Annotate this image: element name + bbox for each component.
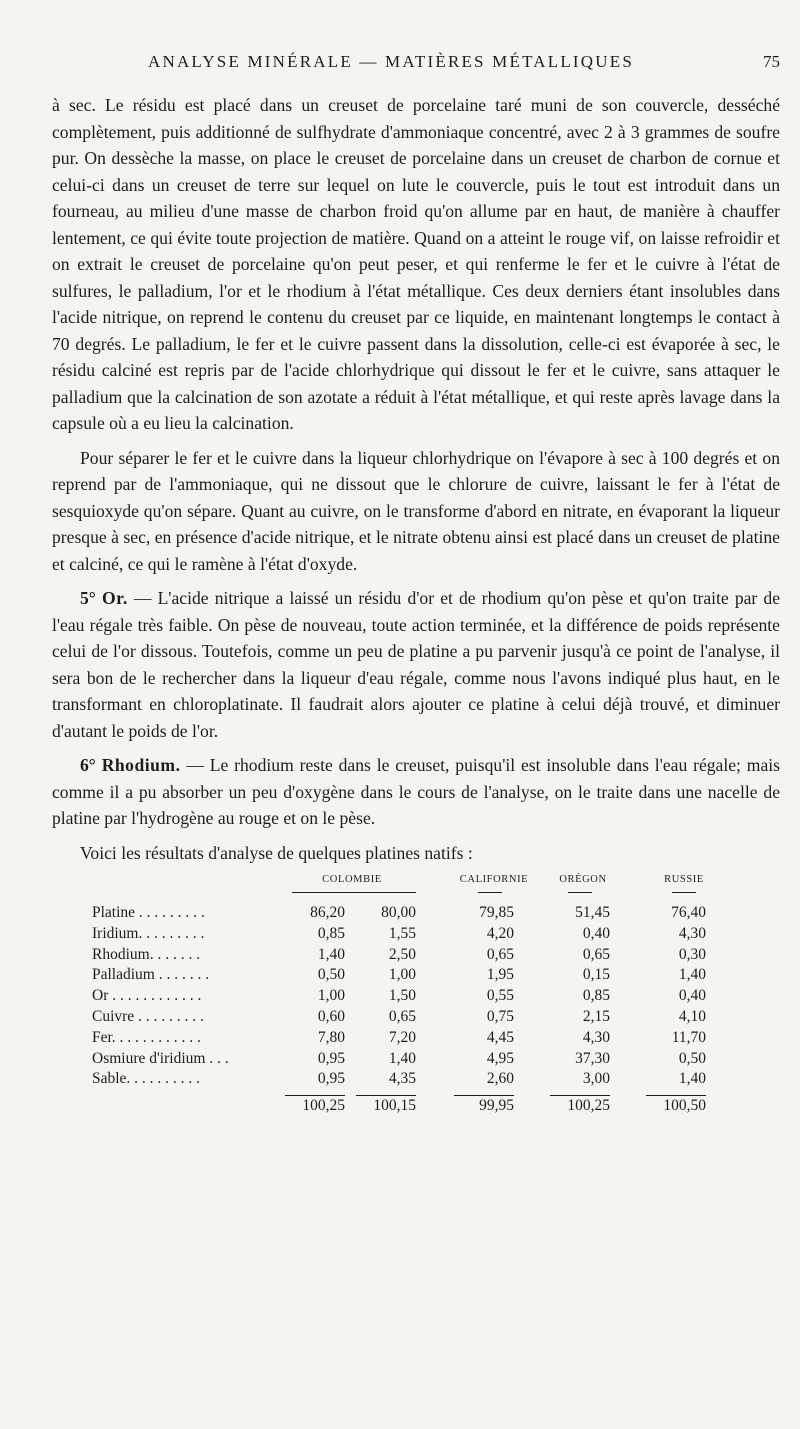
table-cell: 1,95	[486, 966, 514, 984]
section-text-or: — L'acide nitrique a laissé un résidu d'or et de rhodium qu'on pèse et qu'on traite par de l'eau régale très faible. On pèse de nouveau, toute action terminée, et la différence de poids représente celui de l'or dissous. Toutefois, comme un peu de platine a pu parvenir jusqu'à ce point de l'analyse, il sera bon de le rechercher dans la liqueur d'eau régale, comme nous l'avons indiqué plus haut, en le transformant en chloroplatinate. Il faudrait alors ajouter ce platine à celui déjà trouvé, et diminuer d'autant le poids de l'or.	[52, 588, 781, 741]
table-cell: 0,50	[678, 1049, 706, 1067]
table-row-label: Or . . . . . . . . . . . .	[92, 987, 202, 1005]
total-rule	[646, 1095, 706, 1096]
table-cell: 0,85	[317, 924, 345, 942]
section-text-rhodium: — Le rhodium reste dans le creuset, puisqu'il est insoluble dans l'eau régale; mais comme il a pu absorber un peu d'oxygène dans le cours de l'analyse, on le traite dans une nacelle de platine par l'hydrogène au rouge et on le pèse.	[52, 755, 781, 828]
header-rule-californie	[478, 892, 502, 893]
header-rule-russie	[672, 892, 696, 893]
table-cell: 76,40	[671, 904, 706, 921]
paragraph-or	[52, 585, 780, 744]
table-cell: 86,20	[310, 904, 345, 921]
table-cell: 3,00	[582, 1070, 610, 1088]
table-cell: 1,40	[678, 966, 706, 984]
table-total: 100,25	[302, 1097, 345, 1115]
body-text	[52, 92, 780, 866]
section-title-rhodium: Rhodium.	[101, 755, 181, 775]
table-cell: 0,50	[317, 966, 345, 984]
table-cell: 79,85	[479, 904, 514, 921]
section-number-or: 5°	[80, 588, 96, 608]
table-row-label: Osmiure d'iridium . . .	[92, 1049, 229, 1067]
header-oregon: ORÉGON	[559, 874, 607, 885]
table-row-label: Rhodium. . . . . . .	[92, 945, 201, 963]
table-cell: 0,15	[582, 966, 610, 984]
running-header	[52, 52, 780, 78]
total-rule	[550, 1095, 610, 1096]
paragraph-rhodium	[52, 752, 780, 832]
page-number: 75	[763, 52, 780, 71]
table-cell: 1,00	[317, 987, 345, 1005]
table-row-label: Palladium . . . . . . .	[92, 966, 210, 984]
table-row-label: Sable. . . . . . . . . .	[92, 1070, 201, 1088]
header-californie: CALIFORNIE	[459, 874, 529, 885]
table-cell: 0,65	[388, 1008, 416, 1025]
running-title: ANALYSE MINÉRALE — MATIÈRES MÉTALLIQUES	[148, 52, 634, 71]
table-cell: 4,45	[486, 1028, 514, 1046]
table-cell: 0,95	[317, 1070, 345, 1088]
table-cell: 4,10	[678, 1008, 706, 1025]
table-cell: 7,20	[388, 1028, 416, 1046]
header-russie: RUSSIE	[664, 874, 704, 885]
table-cell: 0,75	[486, 1008, 514, 1025]
table-row-label: Platine . . . . . . . . .	[92, 904, 205, 921]
table-total: 99,95	[479, 1097, 514, 1115]
table-cell: 0,40	[678, 987, 706, 1005]
table-cell: 0,60	[317, 1008, 345, 1025]
table-cell: 4,30	[582, 1028, 610, 1046]
table-cell: 4,30	[678, 924, 706, 942]
analysis-table	[52, 874, 780, 1134]
table-cell: 0,65	[582, 945, 610, 963]
table-total: 100,25	[567, 1097, 610, 1115]
table-cell: 4,35	[388, 1070, 416, 1088]
total-rule	[285, 1095, 345, 1096]
table-cell: 11,70	[671, 1028, 706, 1046]
table-cell: 0,95	[317, 1049, 345, 1067]
table-row-label: Fer. . . . . . . . . . . .	[92, 1028, 201, 1046]
table-total: 100,50	[663, 1097, 706, 1115]
table-cell: 4,20	[486, 924, 514, 942]
paragraph-2: Pour séparer le fer et le cuivre dans la liqueur chlorhydrique on l'évapore à sec à 100 degrés et on reprend par de l'ammoniaque, qui ne dissout que le chlorure de cuivre, laissant le fer à l'état de sesquioxyde qu'on sépare. Quant au cuivre, on le transforme d'abord en nitrate, en évaporant la liqueur presque à sec, en présence d'acide nitrique, et le nitrate obtenu ainsi est placé dans un creuset de platine et calciné, ce qui le ramène à l'état d'oxyde.	[52, 447, 780, 574]
table-cell: 0,30	[678, 945, 706, 963]
header-rule-colombie	[292, 892, 416, 893]
table-cell: 4,95	[486, 1049, 514, 1067]
table-cell: 1,50	[388, 987, 416, 1005]
table-cell: 1,40	[678, 1070, 706, 1088]
table-cell: 7,80	[317, 1028, 345, 1046]
table-cell: 2,15	[582, 1008, 610, 1025]
table-row-label: Iridium. . . . . . . . .	[92, 924, 205, 942]
section-number-rhodium: 6°	[80, 755, 96, 775]
table-cell: 80,00	[381, 904, 416, 921]
table-cell: 1,55	[388, 924, 416, 942]
table-total: 100,15	[373, 1097, 416, 1115]
table-cell: 0,55	[486, 987, 514, 1005]
table-cell: 37,30	[575, 1049, 610, 1067]
total-rule	[356, 1095, 416, 1096]
table-cell: 2,60	[486, 1070, 514, 1088]
table-cell: 1,40	[317, 945, 345, 963]
table-row-label: Cuivre . . . . . . . . .	[92, 1008, 204, 1025]
paragraph-1: à sec. Le résidu est placé dans un creuset de porcelaine taré muni de son couvercle, desséché complètement, puis additionné de sulfhydrate d'ammoniaque concentré, avec 2 à 3 grammes de soufre pur. On dessèche la masse, on place le creuset de porcelaine dans un creuset de charbon de cornue et celui-ci dans un creuset de terre sur lequel on lute le couvercle, puis le tout est introduit dans un fourneau, au milieu d'une masse de charbon froid qu'on allume par en haut, de manière à chauffer lentement, ce qui évite toute projection de matière. Quand on a atteint le rouge vif, on laisse refroidir et on extrait le creuset de porcelaine qu'on peut peser, et qui renferme le fer et le cuivre à l'état de sulfures, le palladium, l'or et le rhodium à l'état métallique. Ces deux derniers étant insolubles dans l'acide nitrique, on reprend le contenu du creuset par ce liquide, en maintenant longtemps le contact à 70 degrés. Le palladium, le fer et le cuivre passent dans la dissolution, celle-ci est évaporée à sec, le résidu calciné est repris par de l'acide chlorhydrique qui dissout le fer et le cuivre, sans attaquer le palladium que la calcination de son azotate a réduit à l'état métallique, et qui reste après lavage dans la capsule où a eu lieu la calcination.	[52, 95, 780, 433]
section-title-or: Or.	[101, 588, 128, 608]
table-cell: 0,40	[582, 924, 610, 942]
table-cell: 0,65	[486, 945, 514, 963]
header-colombie: COLOMBIE	[322, 874, 382, 885]
total-rule	[454, 1095, 514, 1096]
page	[52, 52, 780, 1134]
table-cell: 1,40	[388, 1049, 416, 1067]
table-cell: 0,85	[582, 987, 610, 1005]
table-cell: 51,45	[575, 904, 610, 921]
table-cell: 1,00	[388, 966, 416, 984]
header-rule-oregon	[568, 892, 592, 893]
table-cell: 2,50	[388, 945, 416, 963]
paragraph-intro-table: Voici les résultats d'analyse de quelques platines natifs :	[80, 842, 473, 863]
